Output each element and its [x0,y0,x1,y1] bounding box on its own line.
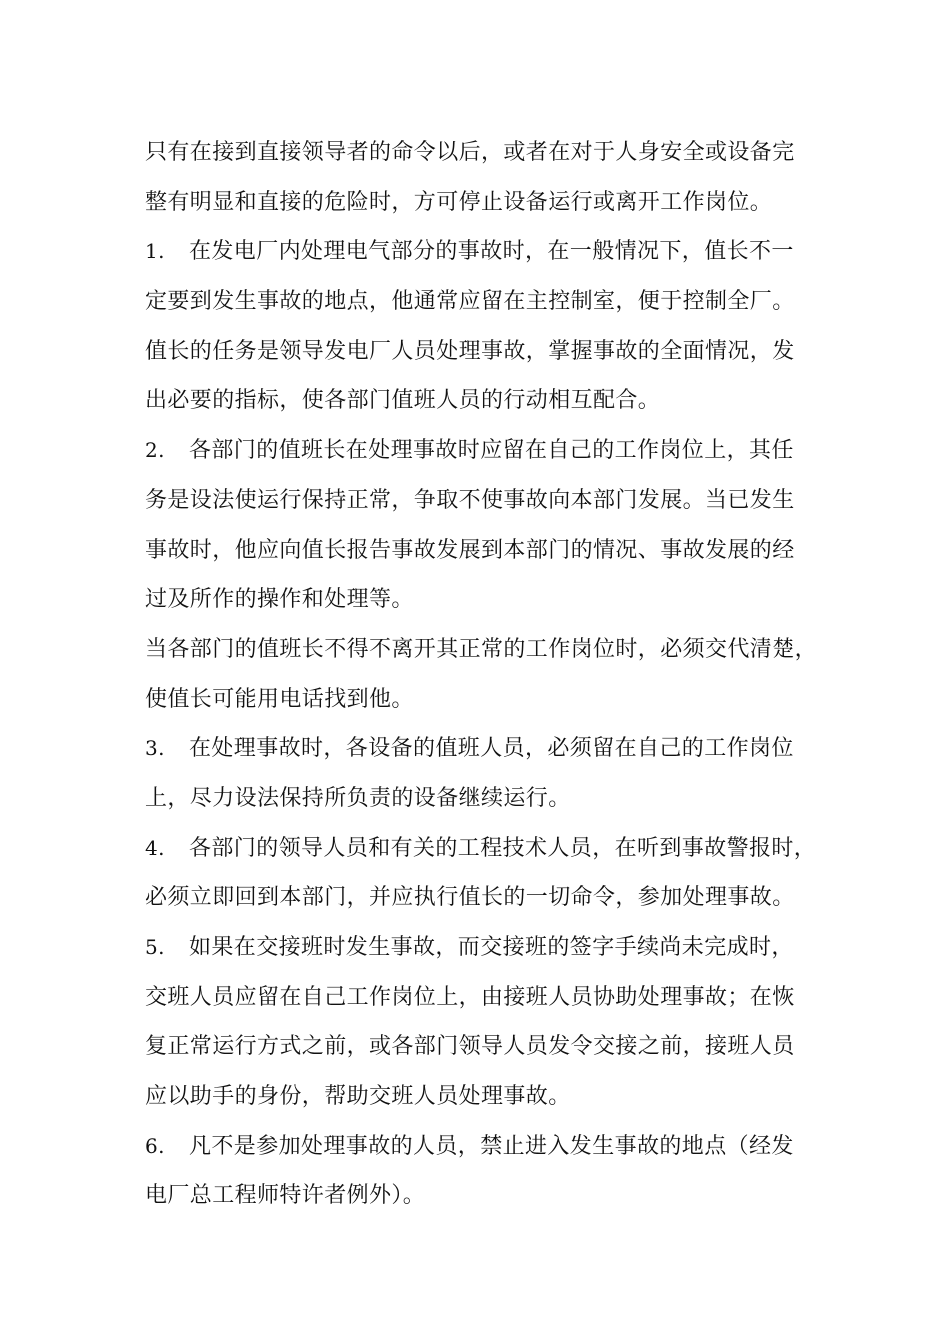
line-text: 定要到发生事故的地点，他通常应留在主控制室，便于控制全厂。 [145,289,795,315]
text-line [145,227,825,277]
item-number: 5. [145,935,165,959]
line-text: 如果在交接班时发生事故，而交接班的签字手续尚未完成时， [189,935,794,960]
text-line [145,476,825,526]
item-number: 4. [145,835,165,860]
line-text: 必须立即回到本部门，并应执行值长的一切命令，参加处理事故。 [145,885,795,911]
line-text: 各部门的领导人员和有关的工程技术人员，在听到事故警报时， [189,835,817,861]
line-text: 出必要的指标，使各部门值班人员的行动相互配合。 [145,388,661,414]
line-text: 复正常运行方式之前，或各部门领导人员发令交接之前，接班人员 [145,1034,795,1060]
text-line [145,724,825,774]
text-line [145,426,825,476]
line-text: 当各部门的值班长不得不离开其正常的工作岗位时，必须交代清楚， [145,636,818,662]
text-line [145,526,825,576]
text-line [145,376,825,426]
text-line [145,1171,825,1221]
line-text: 过及所作的操作和处理等。 [145,587,414,613]
line-text: 在处理事故时，各设备的值班人员，必须留在自己的工作岗位 [189,736,794,762]
text-line [145,675,825,725]
line-text: 电厂总工程师特许者例外）。 [145,1183,426,1209]
line-text: 应以助手的身份，帮助交班人员处理事故。 [145,1084,571,1110]
line-text: 在发电厂内处理电气部分的事故时，在一般情况下，值长不一 [189,239,794,265]
document-body [145,128,825,1221]
text-line [145,1022,825,1072]
item-number: 1. [145,239,165,264]
line-text: 凡不是参加处理事故的人员，禁止进入发生事故的地点（经发 [189,1133,794,1159]
item-number: 3. [145,736,165,761]
text-line [145,277,825,327]
line-text: 值长的任务是领导发电厂人员处理事故，掌握事故的全面情况，发 [145,338,795,364]
line-text: 使值长可能用电话找到他。 [145,686,414,712]
line-text: 整有明显和直接的危险时，方可停止设备运行或离开工作岗位。 [145,189,773,215]
line-text: 只有在接到直接领导者的命令以后，或者在对于人身安全或设备完 [145,140,795,165]
text-line [145,327,825,377]
text-line [145,923,825,973]
text-line [145,824,825,874]
text-line [145,128,825,178]
text-line [145,973,825,1023]
text-line [145,575,825,625]
text-line [145,873,825,923]
text-line [145,625,825,675]
text-line [145,774,825,824]
text-line [145,1122,825,1172]
line-text: 交班人员应留在自己工作岗位上，由接班人员协助处理事故；在恢 [145,984,795,1010]
line-text: 事故时，他应向值长报告事故发展到本部门的情况、事故发展的经 [145,537,795,563]
item-number: 2. [145,438,165,463]
text-line [145,1072,825,1122]
text-line [145,178,825,228]
line-text: 上，尽力设法保持所负责的设备继续运行。 [145,785,571,811]
line-text: 各部门的值班长在处理事故时应留在自己的工作岗位上，其任 [189,438,794,464]
item-number: 6. [145,1133,165,1158]
line-text: 务是设法使运行保持正常，争取不使事故向本部门发展。当已发生 [145,487,795,513]
